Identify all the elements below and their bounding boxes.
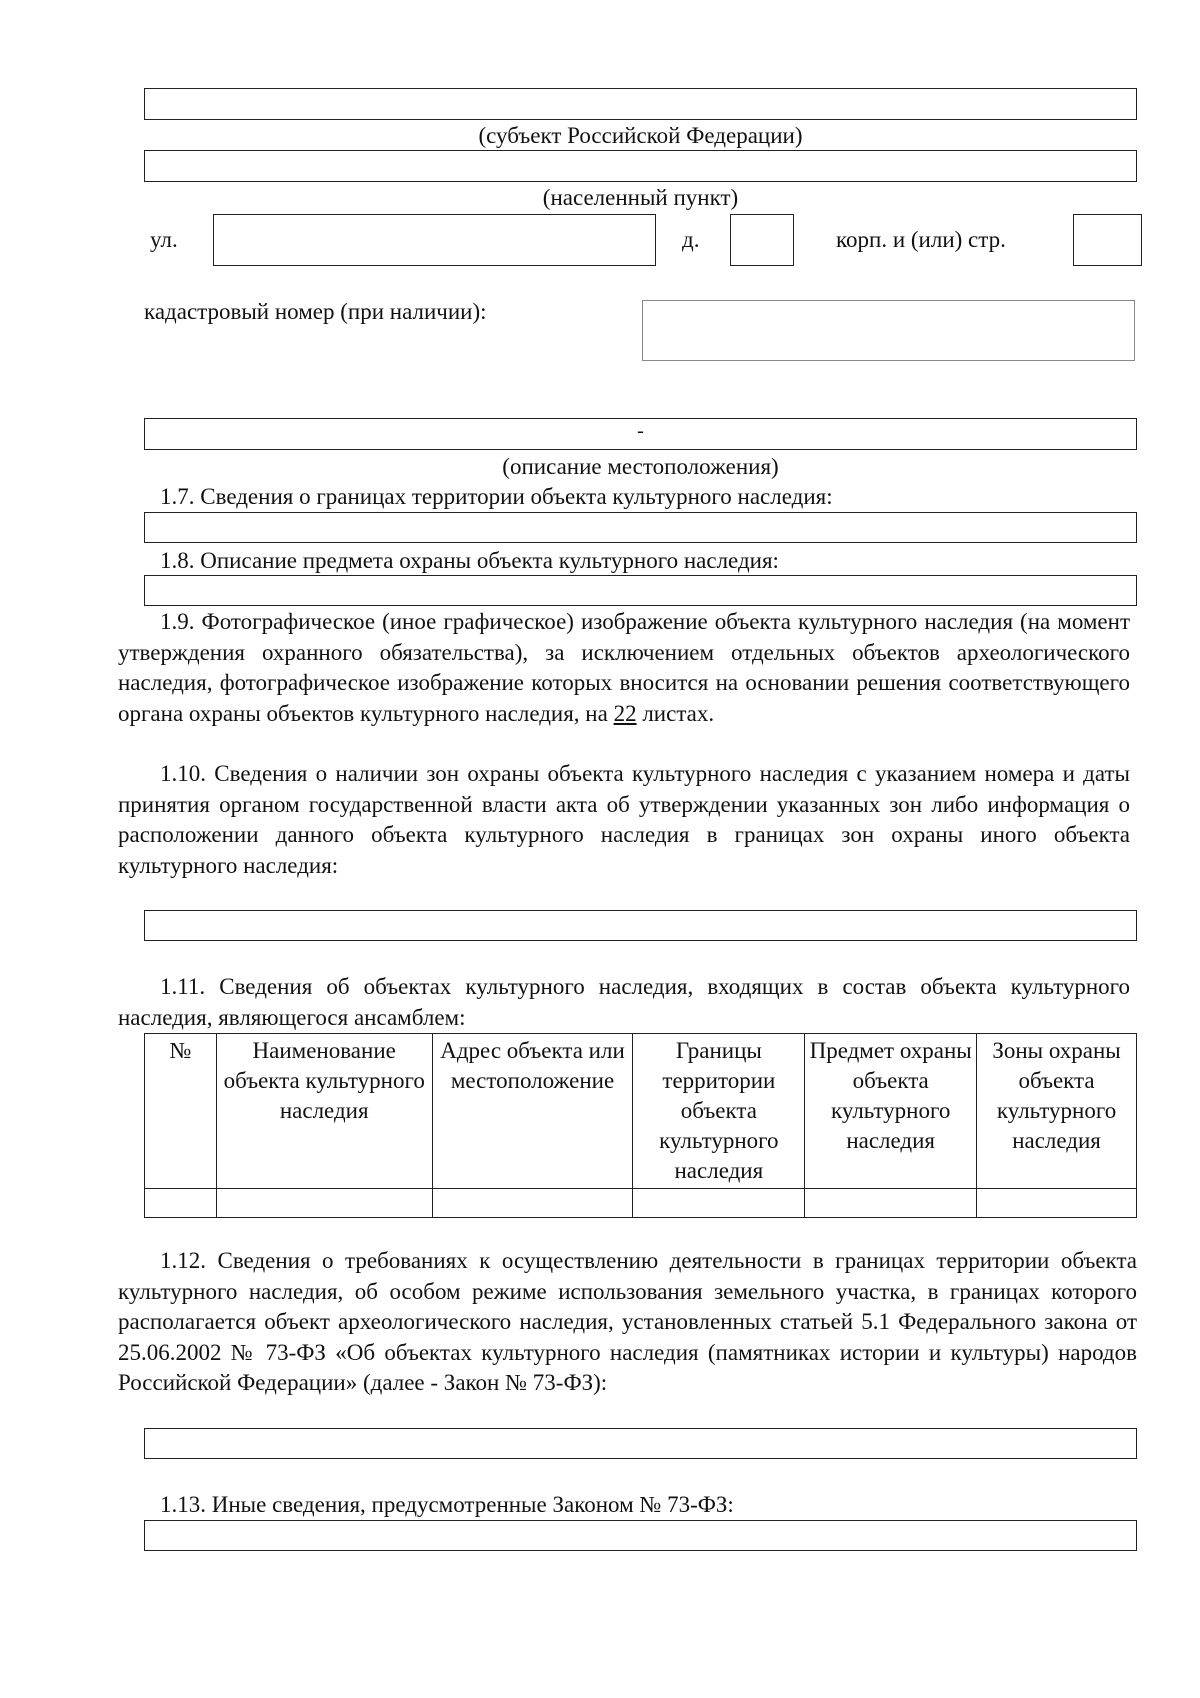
location-value: - [637, 420, 644, 442]
section-1-10-paragraph: 1.10. Сведения о наличии зон охраны объекта культурного наследия с указанием номера и даты принятия органом государственной власти акта об утверждении указанных зон либо информация о расположении данного объекта культурного наследия в границах зон охраны иного объекта культурного наследия: [118, 761, 1130, 878]
table-header-row [145, 1034, 1137, 1189]
section-1-13-heading: 1.13. Иные сведения, предусмотренные Законом № 73-ФЗ: [160, 1492, 734, 1517]
section-1-9-suffix: листах. [636, 700, 715, 726]
locality-field[interactable] [144, 150, 1137, 182]
col-address-header: Адрес объекта или местоположение [432, 1034, 633, 1189]
table-row [145, 1189, 1137, 1218]
table-cell[interactable] [216, 1189, 432, 1218]
region-field[interactable] [144, 88, 1137, 120]
building-label: корп. и (или) стр. [836, 227, 1006, 252]
location-field[interactable] [144, 418, 1137, 450]
section-1-12-field[interactable] [144, 1428, 1137, 1459]
col-number-header: № [145, 1034, 217, 1189]
house-field[interactable] [730, 214, 794, 266]
col-name-header: Наименование объекта культурного наследия [216, 1034, 432, 1189]
section-1-7-heading: 1.7. Сведения о границах территории объекта культурного наследия: [160, 484, 833, 509]
table-cell[interactable] [977, 1189, 1137, 1218]
cadastral-label: кадастровый номер (при наличии): [144, 299, 487, 324]
section-1-8-field[interactable] [144, 575, 1137, 606]
section-1-13-field[interactable] [144, 1520, 1137, 1551]
section-1-12-paragraph: 1.12. Сведения о требованиях к осуществлению деятельности в границах территории объекта культурного наследия, об особом режиме использования земельного участка, в границах которого располагается объект археологического наследия, установленных статьей 5.1 Федерального закона от 25.06.2002 № 73-ФЗ «Об объектах культурного наследия (памятниках истории и культуры) народов Российской Федерации» (далее - Закон № 73-ФЗ): [118, 1248, 1137, 1395]
building-field[interactable] [1073, 214, 1142, 266]
section-1-10-field[interactable] [144, 910, 1137, 941]
section-1-11-paragraph: 1.11. Сведения об объектах культурного наследия, входящих в состав объекта культурного наследия, являющегося ансамблем: [118, 974, 1130, 1030]
section-1-9-text: 1.9. Фотографическое (иное графическое) изображение объекта культурного наследия (на момент утверждения охранного обязательства), за исключением отдельных объектов археологического наследия, фотографическое изображение которых вносится на основании решения соответствующего органа охраны объектов культурного наследия, на [118, 609, 1130, 726]
table-cell[interactable] [145, 1189, 217, 1218]
ensemble-table [144, 1033, 1137, 1218]
table-cell[interactable] [633, 1189, 805, 1218]
house-label: д. [682, 227, 700, 252]
cadastral-field[interactable] [642, 300, 1135, 361]
section-1-7-field[interactable] [144, 512, 1137, 543]
col-boundaries-header: Границы территории объекта культурного наследия [633, 1034, 805, 1189]
location-caption: (описание местоположения) [502, 454, 779, 479]
col-zones-header: Зоны охраны объекта культурного наследия [977, 1034, 1137, 1189]
table-cell[interactable] [432, 1189, 633, 1218]
street-label: ул. [150, 227, 178, 252]
section-1-9-paragraph [118, 607, 1130, 729]
col-subject-header: Предмет охраны объекта культурного наследия [805, 1034, 977, 1189]
section-1-8-heading: 1.8. Описание предмета охраны объекта культурного наследия: [160, 548, 779, 573]
table-cell[interactable] [805, 1189, 977, 1218]
region-caption: (субъект Российской Федерации) [478, 123, 803, 148]
street-field[interactable] [213, 214, 656, 266]
locality-caption: (населенный пункт) [542, 185, 739, 210]
sheet-count: 22 [613, 700, 637, 726]
